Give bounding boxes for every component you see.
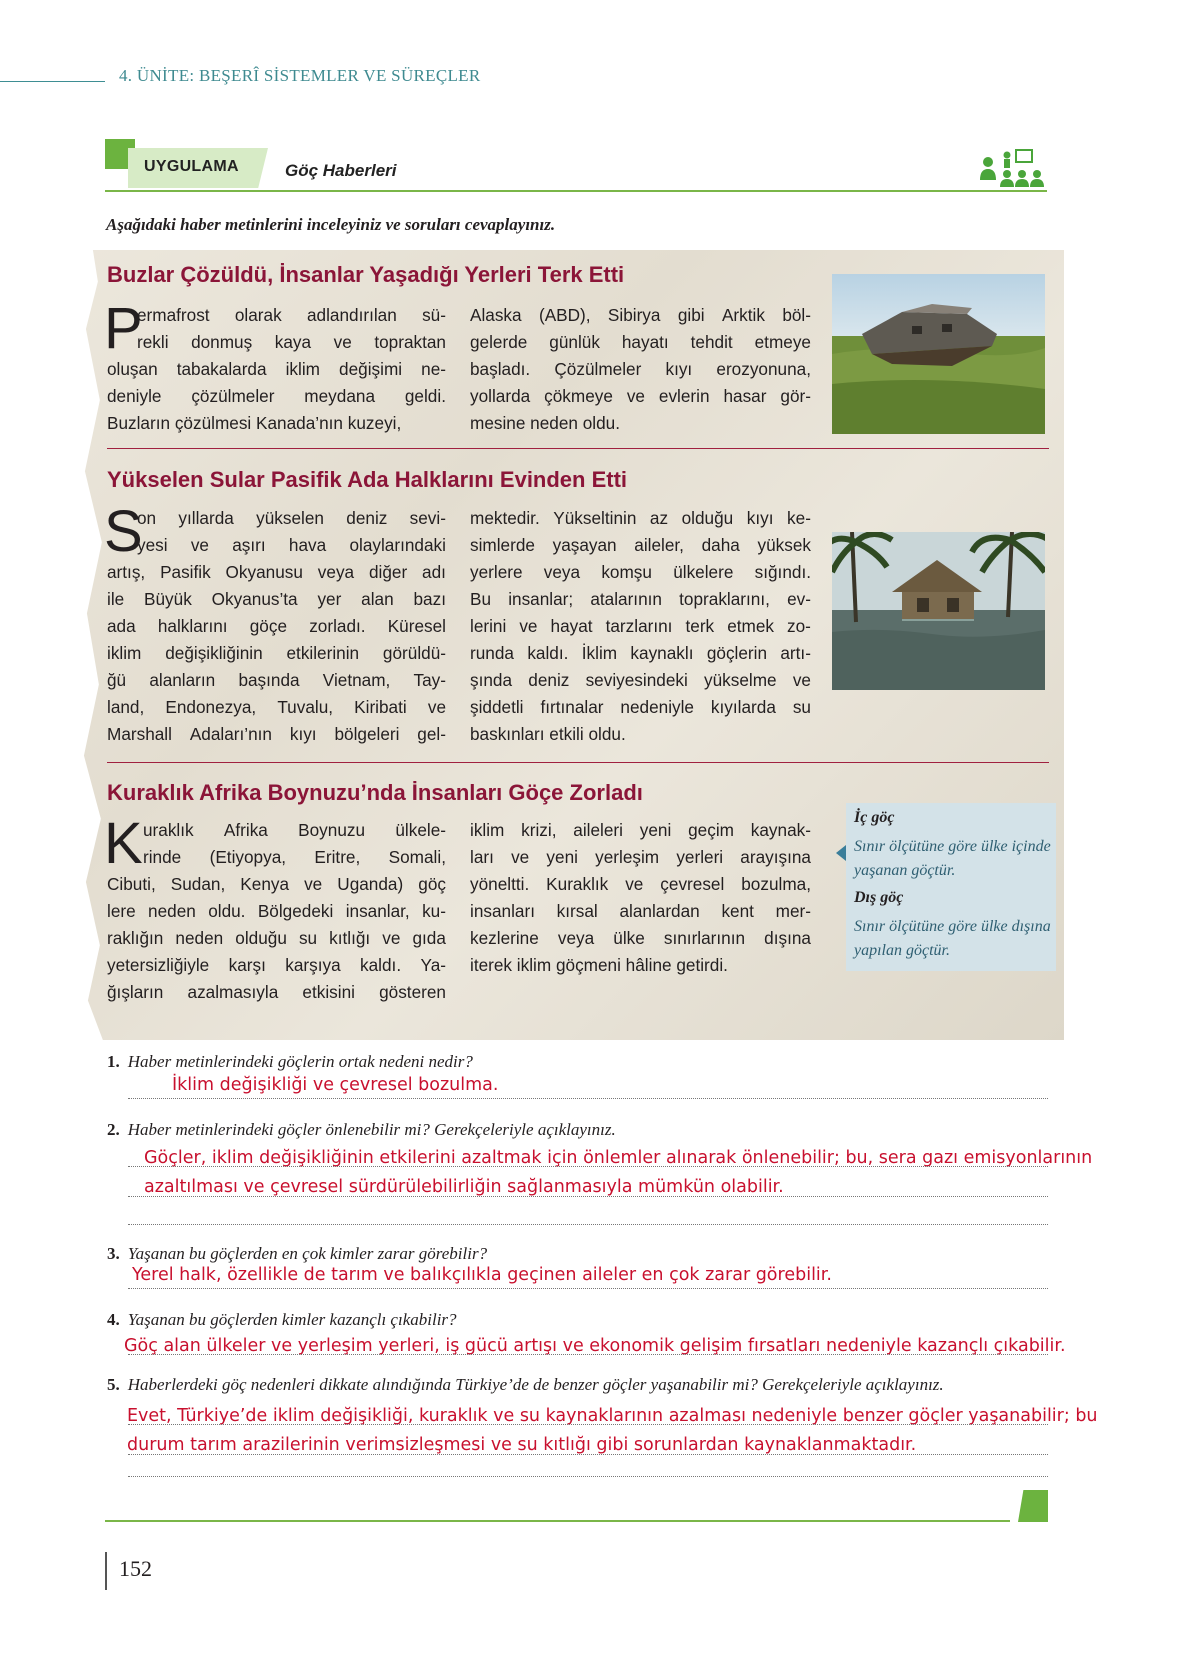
answer-line <box>128 1288 1048 1289</box>
individual-work-icon <box>980 157 996 180</box>
line: yetersizliğiyle karşı karşıya kaldı. Ya- <box>107 955 446 975</box>
line: Buzların çözülmesi Kanada’nın kuzeyi, <box>107 413 402 433</box>
line: rekli donmuş kaya ve topraktan <box>137 332 446 352</box>
line: lerini ve hayat tarzlarını terk etmek zo- <box>470 616 811 636</box>
article-1-right-col <box>470 302 811 437</box>
unit-title: 4. ÜNİTE: BEŞERÎ SİSTEMLER VE SÜREÇLER <box>119 66 481 85</box>
activity-rule <box>105 190 1047 192</box>
collapsed-house-photo <box>832 274 1045 434</box>
article-1-dropcap: P <box>104 296 143 361</box>
line: land, Endonezya, Tuvalu, Kiribati ve <box>107 697 446 717</box>
answer-5-line-1[interactable]: Evet, Türkiye’de iklim değişikliği, kuraklık ve su kaynaklarının azalması nedeniyle benzer göçler yaşanabilir; bu <box>127 1406 1098 1426</box>
footer-marker <box>1018 1490 1048 1522</box>
line: on yıllarda yükselen deniz sevi- <box>137 508 446 528</box>
answer-line <box>128 1424 1048 1425</box>
line: runda kaldı. İklim kaynaklı göçlerin artı- <box>470 643 811 663</box>
answer-line <box>128 1196 1048 1197</box>
article-3-left-col <box>107 817 446 1006</box>
article-3-title: Kuraklık Afrika Boynuzu’nda İnsanları Göçe Zorladı <box>107 780 643 805</box>
line: deniyle çözülmeler meydana geldi. <box>107 386 446 406</box>
page-number-bar <box>105 1552 107 1590</box>
line: Cibuti, Sudan, Kenya ve Uganda) göç <box>107 874 446 894</box>
header-rule <box>0 81 105 82</box>
answer-1[interactable]: İklim değişikliği ve çevresel bozulma. <box>172 1075 499 1095</box>
article-2-rule <box>107 762 1049 763</box>
activity-title: Göç Haberleri <box>285 161 397 180</box>
line: uraklık Afrika Boynuzu ülkele- <box>143 820 446 840</box>
line: rinde (Etiyopya, Eritre, Somali, <box>143 847 446 867</box>
answer-line <box>128 1354 1048 1355</box>
line: Bu insanlar; atalarının topraklarını, ev- <box>470 589 811 609</box>
line: iklim değişikliğinin etkilerinin görüldü- <box>107 643 446 663</box>
line: iklim krizi, aileleri yeni geçim kaynak- <box>470 820 811 840</box>
glossary-box <box>846 803 1056 971</box>
question-1: 1. Haber metinlerindeki göçlerin ortak nedeni nedir? <box>107 1052 473 1071</box>
line: Alaska (ABD), Sibirya gibi Arktik böl- <box>470 305 811 325</box>
line: ları ve yeni yerleşim yerleri arayışına <box>470 847 811 867</box>
activity-label: UYGULAMA <box>144 158 239 175</box>
answer-line <box>128 1454 1048 1455</box>
article-3-right-col <box>470 817 811 979</box>
question-5: 5. Haberlerdeki göç nedenleri dikkate alındığında Türkiye’de de benzer göçler yaşanabilir mi? Gerekçeleriyle açıklayınız. <box>107 1375 944 1394</box>
line: ile Büyük Okyanus’ta yer alan bazı <box>107 589 446 609</box>
glossary-term-internal: İç göç <box>854 809 895 826</box>
answer-line <box>128 1224 1048 1225</box>
answer-3[interactable]: Yerel halk, özellikle de tarım ve balıkçılıkla geçinen aileler en çok zarar görebilir. <box>132 1265 832 1285</box>
question-2: 2. Haber metinlerindeki göçler önlenebilir mi? Gerekçeleriyle açıklayınız. <box>107 1120 616 1139</box>
line: yollarda çökmeye ve evlerin hasar gör- <box>470 386 811 406</box>
glossary-def-external: Sınır ölçütüne göre ülke dışına yapılan göçtür. <box>854 918 1051 959</box>
answer-2-line-1[interactable]: Göçler, iklim değişikliğinin etkilerini azaltmak için önlemler alınarak önlenebilir; bu, sera gazı emisyonlarının <box>144 1148 1093 1168</box>
line: gelerde günlük hayatı tehdit etmeye <box>470 332 811 352</box>
pointer-arrow-icon <box>836 845 846 861</box>
line: Marshall Adaları’nın kıyı bölgeleri gel- <box>107 724 446 744</box>
article-2-left-col <box>107 505 446 748</box>
line: ada halklarını göçe zorladı. Küresel <box>107 616 446 636</box>
answer-2-line-2[interactable]: azaltılması ve çevresel sürdürülebilirliğin sağlanmasıyla mümkün olabilir. <box>144 1177 784 1197</box>
line: şında deniz seviyesindeki yükselme ve <box>470 670 811 690</box>
line: iterek iklim göçmeni hâline getirdi. <box>470 955 728 975</box>
instruction: Aşağıdaki haber metinlerini inceleyiniz ve soruları cevaplayınız. <box>106 215 556 234</box>
line: ğü alanların başında Vietnam, Tay- <box>107 670 446 690</box>
article-1-left-col <box>107 302 446 437</box>
line: şiddetli fırtınalar nedeniyle kıyılarda su <box>470 697 811 717</box>
page-number: 152 <box>119 1556 152 1581</box>
line: kezlerine veya ülke sınırlarının dışına <box>470 928 811 948</box>
group-presentation-icon <box>1000 150 1044 187</box>
article-2-title: Yükselen Sular Pasifik Ada Halklarını Evinden Etti <box>107 467 628 492</box>
article-1-title: Buzlar Çözüldü, İnsanlar Yaşadığı Yerleri Terk Etti <box>107 262 625 287</box>
article-1-rule <box>107 448 1049 449</box>
line: ermafrost olarak adlandırılan sü- <box>137 305 446 325</box>
line: yöneltti. Kuraklık ve çevresel bozulma, <box>470 874 811 894</box>
line: ğışların azalmasıyla etkisini gösteren <box>107 982 446 1002</box>
answer-4[interactable]: Göç alan ülkeler ve yerleşim yerleri, iş gücü artışı ve ekonomik gelişim fırsatları nedeniyle kazançlı çıkabilir. <box>124 1336 1066 1356</box>
article-2-dropcap: S <box>104 499 143 564</box>
flooded-house-photo <box>832 532 1045 690</box>
article-2-right-col <box>470 505 811 748</box>
glossary-def-internal: Sınır ölçütüne göre ülke içinde yaşanan göçtür. <box>854 838 1051 879</box>
line: baskınları etkili oldu. <box>470 724 626 744</box>
line: mesine neden oldu. <box>470 413 621 433</box>
answer-line <box>128 1166 1048 1167</box>
line: lere neden oldu. Bölgedeki insanlar, ku- <box>107 901 446 921</box>
line: artış, Pasifik Okyanusu veya diğer adı <box>107 562 446 582</box>
line: yesi ve aşırı hava olaylarındaki <box>137 535 446 555</box>
line: mektedir. Yükseltinin az olduğu kıyı ke- <box>470 508 811 528</box>
question-4: 4. Yaşanan bu göçlerden kimler kazançlı çıkabilir? <box>107 1310 457 1329</box>
answer-line <box>128 1098 1048 1099</box>
answer-5-line-2[interactable]: durum tarım arazilerinin verimsizleşmesi ve su kıtlığı gibi sorunlardan kaynaklanmaktadır. <box>127 1435 917 1455</box>
answer-line <box>128 1476 1048 1477</box>
line: başladı. Çözülmeler kıyı erozyonuna, <box>470 359 811 379</box>
line: raklığın neden olduğu su kıtlığı ve gıda <box>107 928 446 948</box>
footer-rule <box>105 1520 1010 1522</box>
line: simlerde yaşayan aileler, daha yüksek <box>470 535 811 555</box>
activity-icons <box>980 148 1048 188</box>
line: oluşan tabakalarda iklim değişimi ne- <box>107 359 446 379</box>
article-3-dropcap: K <box>104 811 143 876</box>
question-3: 3. Yaşanan bu göçlerden en çok kimler zarar görebilir? <box>107 1244 488 1263</box>
line: insanları kırsal alanlardan kent mer- <box>470 901 811 921</box>
glossary-term-external: Dış göç <box>854 889 904 906</box>
line: yerlere veya komşu ülkelere sığındı. <box>470 562 811 582</box>
